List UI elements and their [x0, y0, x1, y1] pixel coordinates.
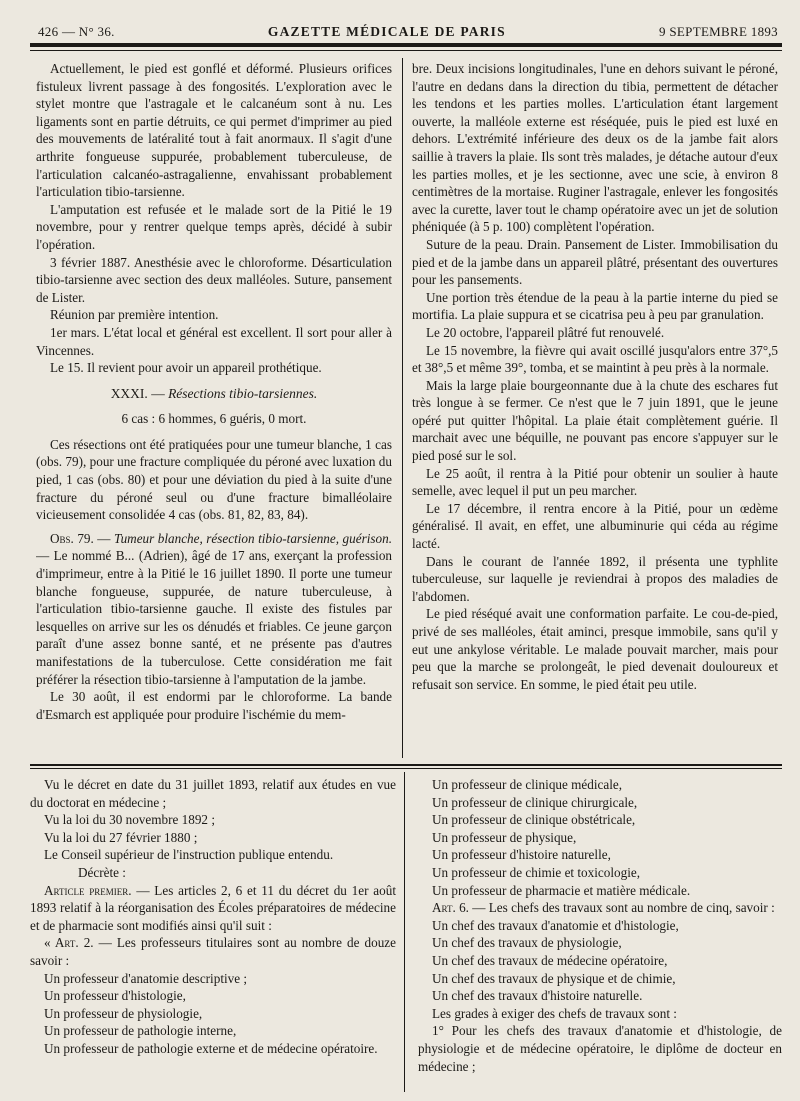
list-item: Un chef des travaux d'histoire naturelle. — [432, 988, 643, 1004]
section-number: XXXI. — [110, 385, 148, 401]
page-number: 426 — N° 36. — [38, 24, 115, 39]
list-item: Un chef des travaux d'anatomie et d'histologie, — [432, 917, 679, 933]
list-item: Un professeur de pharmacie et matière médicale. — [432, 882, 691, 898]
observation-heading: Obs. 79. — Tumeur blanche, résection tibio-tarsienne, guérison. — Le nommé B... (Adrien), âgé de 17 ans, exerçant la profession d'imprimeur, entre à la Pitié le 16 juillet 1890. Il porte une tumeur blanche fongueuse, suppurée, de nature tuberculeuse, à l'articulation tibio-tarsienne gauche. Il existe des fistules par lesquelles on arrive sur les os dénudés et friables. Ce jeune garçon paraît d'une assez bonne santé, et ne présente pas d'autres manifestations de la tuberculose. Cette considération me fait préférer la résection tibio-tarsienne à l'amputation de la jambe. — [36, 530, 392, 687]
paragraph: Le 20 octobre, l'appareil plâtré fut renouvelé. — [426, 324, 665, 340]
paragraph: bre. Deux incisions longitudinales, l'une en dehors suivant le péroné, l'autre en dedans dans la direction du tibia, permettent de détacher les tendons et les parties molles. L'articulation étant largement ouverte, la malléole externe est réséquée, puis le pied est luxé en dehors. L'extrémité inférieure des deux os de la jambe fait alors saillie à travers la plaie. Ils sont très malades, je détache autour d'eux les parties molles, et je les sectionne, avec une scie, à environ 8 centimètres de la mortaise. Ruginer l'astragale, enlever les fongosités avec la curette, laver tout le champ opératoire avec un jet de solution phéniquée (à 5 p. 100) complètent l'opération. — [412, 61, 778, 235]
paragraph: Le Conseil supérieur de l'instruction publique entendu. — [44, 847, 334, 863]
decree-word: Décrète : — [78, 864, 126, 880]
article-text: — Les chefs des travaux sont au nombre de cinq, savoir : — [472, 900, 775, 916]
decree-column-left — [30, 776, 396, 1088]
column-divider — [404, 772, 405, 1092]
paragraph: Le pied réséqué avait une conformation parfaite. Le cou-de-pied, privé de ses malléoles, était aminci, presque immobile, sans qu'il y eut une ankylose véritable. Le malade pouvait marcher, mais pour peu que la marche se prolongeât, le pied devenait douloureux et refusait son service. En somme, le pied était peu utile. — [412, 606, 778, 692]
paragraph: Le 17 décembre, il rentra encore à la Pitié, pour un œdème généralisé. Il avait, en effet, une albuminurie qui céda au régime lacté. — [412, 500, 778, 552]
section-title: Résections tibio-tarsiennes. — [168, 385, 318, 401]
list-item: Un professeur d'histologie, — [44, 988, 186, 1004]
list-item: Un professeur de clinique médicale, — [432, 777, 623, 792]
list-item: Un professeur d'anatomie descriptive ; — [44, 970, 248, 986]
article-column-right — [412, 60, 778, 760]
section-separator-rule-thin — [30, 768, 782, 769]
paragraph: Réunion par première intention. — [50, 307, 219, 323]
list-item: Un professeur de clinique chirurgicale, — [432, 794, 638, 810]
paragraph: Actuellement, le pied est gonflé et déformé. Plusieurs orifices fistuleux livrent passage à des fongosités. L'exploration avec le stylet montre que l'astragale et le calcanéum sont à nu. Les ligaments sont en partie détruits, ce qui permet d'imprimer au pied des mouvements de latéralité tout à fait anormaux. Il s'agit d'une arthrite fongueuse suppurée, probablement tuberculeuse, de l'articulation calcanéo-astragalienne, envahissant probablement l'articulation tibio-tarsienne. — [36, 61, 392, 200]
issue-date: 9 SEPTEMBRE 1893 — [659, 24, 778, 39]
article-text: — Les articles 2, 6 et 11 du décret du 1er août 1893 relatif à la réorganisation des Écoles préparatoires de médecine et de pharmacie sont modifiés ainsi qu'il suit : — [30, 882, 396, 933]
paragraph: Le 25 août, il rentra à la Pitié pour obtenir un soulier à haute semelle, avec lequel il put un peu marcher. — [412, 465, 778, 499]
decree-column-right — [418, 776, 782, 1088]
article-two — [30, 934, 396, 969]
list-item: Un professeur de physique, — [432, 829, 577, 845]
list-item: Un professeur de clinique obstétricale, — [432, 812, 636, 828]
article-label: Art. 6. — [432, 900, 469, 916]
paragraph: Mais la large plaie bourgeonnante due à la chute des eschares fut très longue à se fermer. Ce n'est que le 7 juin 1891, que le jeune opéré put quitter l'hôpital. La plaie était complètement guérie. Il marchait avec une béquille, ne pouvant pas encore s'appuyer sur le pied posé sur le sol. — [412, 377, 778, 464]
list-item: Un professeur de chimie et toxicologie, — [432, 864, 641, 880]
list-item: Un chef des travaux de médecine opératoire, — [432, 952, 668, 968]
article-one — [30, 882, 396, 935]
paragraph: Suture de la peau. Drain. Pansement de Lister. Immobilisation du pied et de la jambe dans un appareil plâtré, présentant des ouvertures pour les pansements. — [412, 236, 778, 288]
list-item: Un professeur de pathologie externe et de médecine opératoire. — [44, 1040, 378, 1056]
header-rule-thin — [30, 50, 782, 51]
paragraph: Vu la loi du 27 février 1880 ; — [44, 829, 198, 845]
paragraph: Les grades à exiger des chefs de travaux sont : — [432, 1005, 677, 1021]
list-item: Un chef des travaux de physiologie, — [432, 935, 622, 951]
paragraph: 1er mars. L'état local et général est excellent. Il sort pour aller à Vincennes. — [36, 324, 392, 358]
journal-title: GAZETTE MÉDICALE DE PARIS — [267, 24, 506, 39]
article-text: — Les professeurs titulaires sont au nombre de douze savoir : — [30, 935, 396, 968]
article-label: « Art. 2. — [44, 935, 94, 951]
paragraph: Ces résections ont été pratiquées pour une tumeur blanche, 1 cas (obs. 79), pour une fracture compliquée du péroné avec luxation du pied, 1 cas (obs. 80) et pour une déviation du pied à la suite d'une fracture du péroné seul ou d'une fracture bimalléolaire vicieusement consolidée 4 cas (obs. 81, 82, 83, 84). — [36, 436, 392, 523]
section-heading: XXXI. — Résections tibio-tarsiennes. — [110, 385, 318, 401]
list-item: Un professeur de pathologie interne, — [44, 1023, 237, 1039]
column-divider — [402, 58, 403, 758]
paragraph: Le 15 novembre, la fièvre qui avait oscillé jusqu'alors entre 37°,5 et 38°,5 et même 39°, tomba, et se maintint à peu près à la normale. — [412, 342, 778, 376]
list-item: Un professeur d'histoire naturelle, — [432, 847, 611, 863]
page-header — [38, 14, 778, 40]
obs-title: Tumeur blanche, résection tibio-tarsienne, guérison. — [113, 530, 392, 546]
section-separator-rule — [30, 764, 782, 766]
paragraph: L'amputation est refusée et le malade sort de la Pitié le 19 novembre, pour y rentrer quelque temps après, décidé à subir l'opération. — [36, 201, 392, 252]
paragraph: Une portion très étendue de la peau à la partie interne du pied se mortifia. La plaie suppura et se cicatrisa peu à peu par granulation. — [412, 289, 778, 323]
article-label: Article premier. — [44, 882, 132, 898]
list-item: Un chef des travaux de physique et de chimie, — [432, 970, 676, 986]
paragraph: Dans le courant de l'année 1892, il présenta une typhlite tuberculeuse, sur laquelle je reviendrai à propos des maladies de l'abdomen. — [412, 553, 778, 604]
header-rule-thick — [30, 43, 782, 47]
paragraph: 1° Pour les chefs des travaux d'anatomie et d'histologie, de physiologie et de médecine opératoire, le diplôme de docteur en médecine ; — [418, 1023, 782, 1074]
paragraph: Vu la loi du 30 novembre 1892 ; — [44, 812, 215, 828]
paragraph: 3 février 1887. Anesthésie avec le chloroforme. Désarticulation tibio-tarsienne avec section des deux malléoles. Suture, pansement de Lister. — [36, 254, 392, 305]
section-counts: 6 cas : 6 hommes, 6 guéris, 0 mort. — [121, 411, 307, 427]
list-item: Un professeur de physiologie, — [44, 1005, 203, 1021]
paragraph: Le 30 août, il est endormi par le chloroforme. La bande d'Esmarch est appliquée pour produire l'ischémie du mem- — [36, 689, 392, 722]
article-column-left — [36, 60, 392, 760]
paragraph: Le 15. Il revient pour avoir un appareil prothétique. — [50, 360, 322, 376]
obs-body: Le nommé B... (Adrien), âgé de 17 ans, exerçant la profession d'imprimeur, entre à la Pitié le 16 juillet 1890. Il porte une tumeur blanche fongueuse, suppurée, de nature tuberculeuse, à l'articulation tibio-tarsienne gauche. Il existe des fistules par lesquelles on arrive sur les os dénudés et friables. Ce jeune garçon paraît d'une assez bonne santé, et ne présente pas d'autres manifestations de la tuberculose. Cette considération me fait préférer la résection tibio-tarsienne à l'amputation de la jambe. — [36, 548, 392, 687]
article-six — [418, 899, 782, 917]
obs-label: Obs. 79. — [50, 530, 94, 546]
paragraph: Vu le décret en date du 31 juillet 1893, relatif aux études en vue du doctorat en médecine ; — [30, 777, 396, 810]
